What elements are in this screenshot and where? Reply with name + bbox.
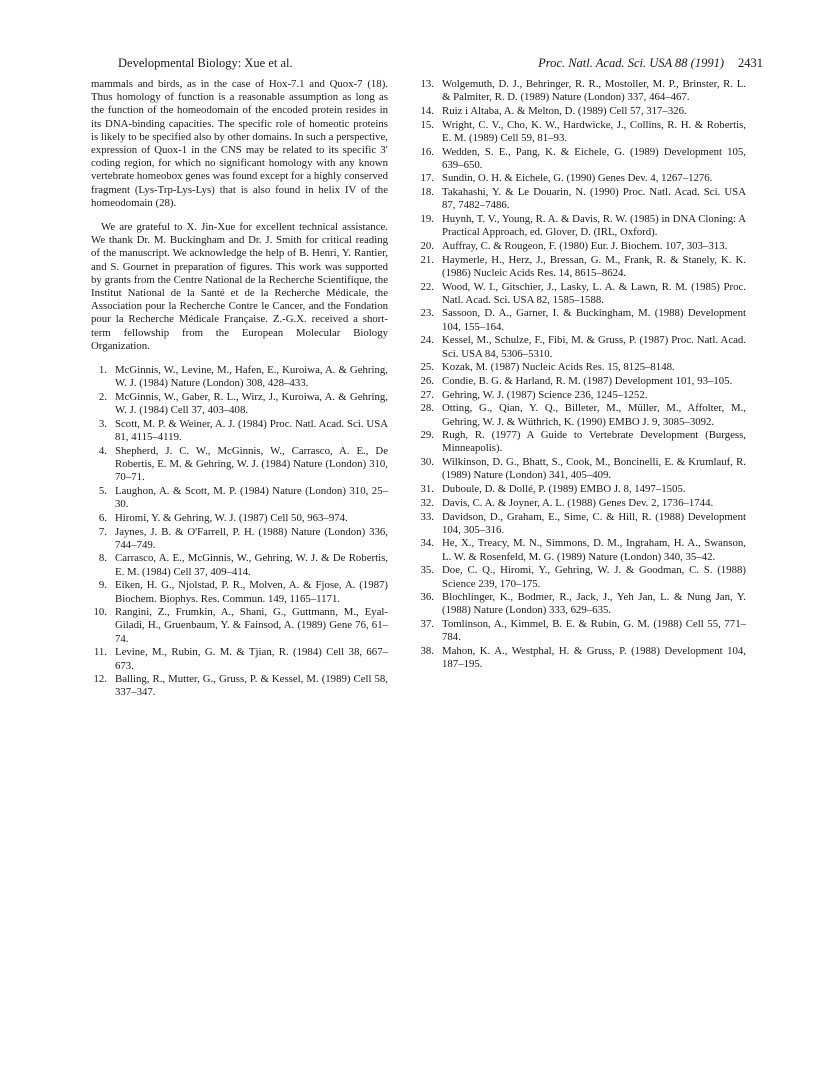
running-header	[118, 56, 763, 74]
reference-text: Wedden, S. E., Pang, K. & Eichele, G. (1989) Development 105, 639–650.	[442, 145, 746, 171]
reference-text: Mahon, K. A., Westphal, H. & Gruss, P. (1988) Development 104, 187–195.	[442, 645, 746, 671]
reference-text: Duboule, D. & Dollé, P. (1989) EMBO J. 8, 1497–1505.	[442, 483, 686, 496]
reference-number: 6.	[98, 511, 107, 524]
reference-number: 11.	[93, 646, 107, 659]
reference-number: 30.	[420, 456, 434, 469]
reference-number: 4.	[98, 444, 107, 457]
reference-item	[416, 375, 746, 388]
reference-number: 21.	[420, 253, 434, 266]
reference-text: Tomlinson, A., Kimmel, B. E. & Rubin, G. M. (1988) Cell 55, 771–784.	[442, 618, 746, 644]
reference-list-right	[416, 78, 746, 671]
body-paragraph: mammals and birds, as in the case of Hox-7.1 and Quox-7 (18). Thus homology of function is a reasonable assumption as long as the function of the homeodomain of the encoded protein resides in its DNA-binding capacities. The specific role of homeotic proteins is likely to be specified also by other domains. In such a perspective, expression of Quox-1 in the CNS may be related to its specific 3′ coding region, for which no significant homology with any known vertebrate homeobox genes was found except for a highly conserved fragment (Lys-Trp-Lys-Lys) that is also found in helix IV of the homeodomain (28).	[91, 78, 388, 209]
reference-item	[416, 497, 746, 510]
reference-item	[416, 78, 746, 104]
reference-number: 7.	[98, 525, 107, 538]
reference-text: Gehring, W. J. (1987) Science 236, 1245–1252.	[442, 388, 648, 401]
reference-item	[416, 240, 746, 253]
reference-text: Sundin, O. H. & Eichele, G. (1990) Genes Dev. 4, 1267–1276.	[442, 172, 713, 185]
reference-number: 25.	[420, 361, 434, 374]
reference-list-left	[91, 364, 388, 700]
running-head-title: Developmental Biology: Xue et al.	[118, 56, 293, 70]
reference-item	[91, 646, 388, 672]
reference-number: 20.	[420, 239, 434, 252]
reference-item	[416, 537, 746, 563]
reference-number: 34.	[420, 537, 434, 550]
reference-item	[91, 512, 388, 525]
reference-number: 9.	[98, 579, 107, 592]
right-column	[416, 78, 746, 672]
reference-item	[416, 146, 746, 172]
reference-item	[91, 552, 388, 578]
reference-item	[91, 579, 388, 605]
reference-text: McGinnis, W., Levine, M., Hafen, E., Kuroiwa, A. & Gehring, W. J. (1984) Nature (London) 308, 428–433.	[115, 364, 388, 390]
journal-citation: Proc. Natl. Acad. Sci. USA 88 (1991)	[538, 56, 724, 70]
reference-text: Wright, C. V., Cho, K. W., Hardwicke, J., Collins, R. H. & Robertis, E. M. (1989) Cell 59, 81–93.	[442, 118, 746, 144]
reference-item	[416, 618, 746, 644]
page-number: 2431	[738, 56, 763, 70]
reference-text: Wolgemuth, D. J., Behringer, R. R., Mostoller, M. P., Brinster, R. L. & Palmiter, R. D. (1989) Nature (London) 337, 464–467.	[442, 78, 746, 104]
reference-number: 16.	[420, 145, 434, 158]
reference-item	[91, 526, 388, 552]
reference-item	[416, 429, 746, 455]
reference-item	[416, 105, 746, 118]
reference-number: 33.	[420, 510, 434, 523]
reference-number: 36.	[420, 591, 434, 604]
reference-number: 38.	[420, 645, 434, 658]
acknowledgments: We are grateful to X. Jin-Xue for excellent technical assistance. We thank Dr. M. Buckingham and Dr. J. Smith for critical reading of the manuscript. We acknowledge the help of B. Henri, Y. Rantier, and S. Gournet in preparation of figures. This work was supported by grants from the Centre National de la Recherche Scientifique, the Institut National de la Santé et de la Recherche Médicale, the Association pour la Recherche Contre le Cancer, and the Fondation pour la Recherche Médicale Française. Z.-G.X. received a short-term fellowship from the European Molecular Biology Organization.	[91, 221, 388, 352]
reference-number: 26.	[420, 374, 434, 387]
reference-item	[416, 456, 746, 482]
reference-text: Hiromi, Y. & Gehring, W. J. (1987) Cell 50, 963–974.	[115, 511, 348, 524]
reference-text: Balling, R., Mutter, G., Gruss, P. & Kessel, M. (1989) Cell 58, 337–347.	[115, 673, 388, 699]
reference-number: 15.	[420, 118, 434, 131]
reference-text: Takahashi, Y. & Le Douarin, N. (1990) Proc. Natl. Acad. Sci. USA 87, 7482–7486.	[442, 186, 746, 212]
reference-text: Blochlinger, K., Bodmer, R., Jack, J., Yeh Jan, L. & Nung Jan, Y. (1988) Nature (London) 333, 629–635.	[442, 591, 746, 617]
reference-item	[416, 591, 746, 617]
reference-text: Laughon, A. & Scott, M. P. (1984) Nature (London) 310, 25–30.	[115, 484, 388, 511]
reference-item	[416, 119, 746, 145]
reference-number: 31.	[420, 483, 434, 496]
reference-item	[91, 418, 388, 444]
reference-text: Kessel, M., Schulze, F., Fibi, M. & Gruss, P. (1987) Proc. Natl. Acad. Sci. USA 84, 5306–5310.	[442, 334, 746, 360]
reference-number: 32.	[420, 496, 434, 509]
reference-text: Davidson, D., Graham, E., Sime, C. & Hill, R. (1988) Development 104, 305–316.	[442, 510, 746, 536]
reference-item	[91, 391, 388, 417]
reference-text: Levine, M., Rubin, G. M. & Tjian, R. (1984) Cell 38, 667–673.	[115, 646, 388, 672]
left-column	[91, 78, 388, 700]
reference-number: 22.	[420, 280, 434, 293]
reference-item	[416, 511, 746, 537]
reference-number: 2.	[98, 390, 107, 403]
reference-number: 10.	[93, 606, 107, 619]
reference-number: 29.	[420, 429, 434, 442]
reference-item	[91, 485, 388, 511]
reference-text: Eiken, H. G., Njolstad, P. R., Molven, A. & Fjose, A. (1987) Biochem. Biophys. Res. Commun. 149, 1165–1171.	[115, 579, 388, 605]
reference-text: Kozak, M. (1987) Nucleic Acids Res. 15, 8125–8148.	[442, 361, 675, 374]
reference-item	[416, 645, 746, 671]
reference-text: Rugh, R. (1977) A Guide to Vertebrate Development (Burgess, Minneapolis).	[442, 429, 746, 455]
reference-text: Huynh, T. V., Young, R. A. & Davis, R. W. (1985) in DNA Cloning: A Practical Approach, ed. Glover, D. (IRL, Oxford).	[442, 213, 746, 239]
reference-text: Wood, W. I., Gitschier, J., Lasky, L. A. & Lawn, R. M. (1985) Proc. Natl. Acad. Sci. USA 82, 1585–1588.	[442, 280, 746, 306]
reference-text: Haymerle, H., Herz, J., Bressan, G. M., Frank, R. & Stanely, K. K. (1986) Nucleic Acids Res. 14, 8615–8624.	[442, 253, 746, 279]
reference-item	[416, 213, 746, 239]
reference-text: Jaynes, J. B. & O'Farrell, P. H. (1988) Nature (London) 336, 744–749.	[115, 525, 388, 551]
reference-item	[91, 673, 388, 699]
reference-item	[416, 334, 746, 360]
reference-number: 18.	[420, 186, 434, 199]
reference-number: 35.	[420, 564, 434, 577]
reference-item	[91, 445, 388, 485]
reference-text: Auffray, C. & Rougeon, F. (1980) Eur. J. Biochem. 107, 303–313.	[442, 239, 728, 252]
reference-number: 23.	[420, 307, 434, 320]
reference-item	[416, 483, 746, 496]
reference-item	[416, 564, 746, 590]
reference-number: 14.	[420, 104, 434, 117]
reference-text: Ruiz i Altaba, A. & Melton, D. (1989) Cell 57, 317–326.	[442, 104, 687, 117]
reference-number: 17.	[420, 172, 434, 185]
reference-number: 13.	[420, 78, 434, 90]
reference-number: 27.	[420, 388, 434, 401]
reference-text: Otting, G., Qian, Y. Q., Billeter, M., Müller, M., Affolter, M., Gehring, W. J. & Wüthrich, K. (1990) EMBO J. 9, 3085–3092.	[442, 402, 746, 428]
reference-text: Condie, B. G. & Harland, R. M. (1987) Development 101, 93–105.	[442, 374, 733, 387]
reference-text: He, X., Treacy, M. N., Simmons, D. M., Ingraham, H. A., Swanson, L. W. & Rosenfeld, M. G. (1989) Nature (London) 340, 35–42.	[442, 537, 746, 563]
running-head-right	[538, 56, 763, 71]
reference-item	[91, 606, 388, 646]
reference-item	[91, 364, 388, 390]
reference-text: Carrasco, A. E., McGinnis, W., Gehring, W. J. & De Robertis, E. M. (1984) Cell 37, 409–414.	[115, 552, 388, 578]
reference-item	[416, 281, 746, 307]
reference-number: 5.	[98, 484, 107, 497]
reference-item	[416, 307, 746, 333]
reference-number: 24.	[420, 334, 434, 347]
reference-number: 28.	[420, 402, 434, 415]
reference-number: 19.	[420, 213, 434, 226]
reference-number: 3.	[98, 417, 107, 430]
reference-text: Wilkinson, D. G., Bhatt, S., Cook, M., Boncinelli, E. & Krumlauf, R. (1989) Nature (London) 341, 405–409.	[442, 456, 746, 482]
reference-text: Sassoon, D. A., Garner, I. & Buckingham, M. (1988) Development 104, 155–164.	[442, 307, 746, 333]
reference-item	[416, 402, 746, 428]
reference-text: Doe, C. Q., Hiromi, Y., Gehring, W. J. & Goodman, C. S. (1988) Science 239, 170–175.	[442, 564, 746, 590]
reference-number: 8.	[98, 552, 107, 565]
reference-number: 12.	[93, 673, 107, 686]
reference-text: Scott, M. P. & Weiner, A. J. (1984) Proc. Natl. Acad. Sci. USA 81, 4115–4119.	[115, 417, 388, 444]
reference-item	[416, 186, 746, 212]
reference-text: Davis, C. A. & Joyner, A. L. (1988) Genes Dev. 2, 1736–1744.	[442, 496, 714, 509]
reference-text: Shepherd, J. C. W., McGinnis, W., Carrasco, A. E., De Robertis, E. M. & Gehring, W. J. (1984) Nature (London) 310, 70–71.	[115, 444, 388, 484]
reference-text: Rangini, Z., Frumkin, A., Shani, G., Guttmann, M., Eyal-Giladi, H., Gruenbaum, Y. & Fainsod, A. (1989) Gene 76, 61–74.	[115, 606, 388, 645]
reference-item	[416, 389, 746, 402]
reference-text: McGinnis, W., Gaber, R. L., Wirz, J., Kuroiwa, A. & Gehring, W. J. (1984) Cell 37, 403–408.	[115, 390, 388, 417]
reference-item	[416, 254, 746, 280]
reference-item	[416, 172, 746, 185]
reference-item	[416, 361, 746, 374]
reference-number: 1.	[98, 364, 107, 377]
reference-number: 37.	[420, 618, 434, 631]
